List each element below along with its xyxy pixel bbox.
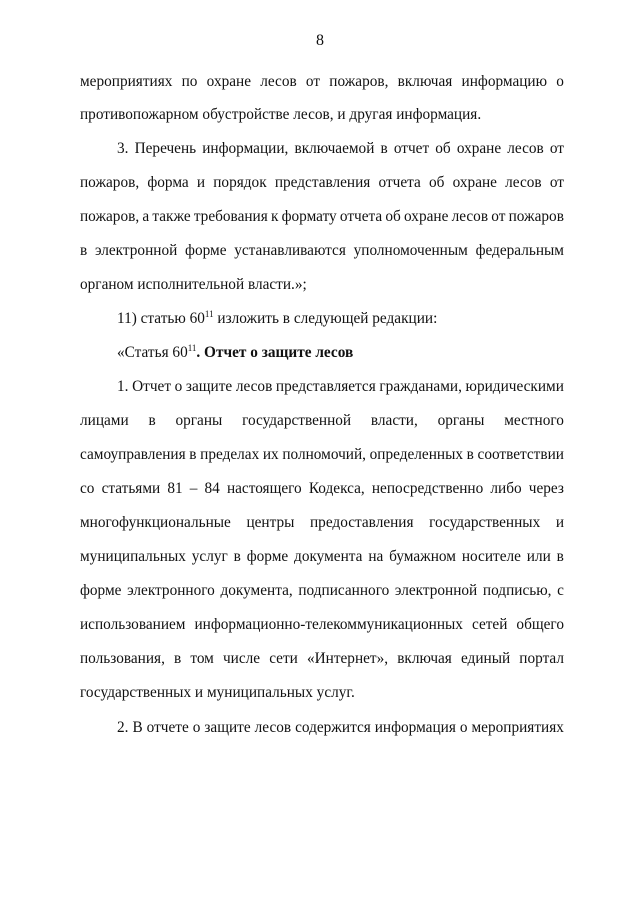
word: 3. xyxy=(117,140,129,157)
word: в xyxy=(189,446,197,463)
word: лицами xyxy=(80,412,129,429)
word: форме xyxy=(80,582,122,599)
line: противопожарном обустройстве лесов, и другая информация. xyxy=(80,106,482,123)
word: пожаров, xyxy=(329,73,389,90)
word: их xyxy=(262,446,279,463)
word: лесов xyxy=(260,73,297,90)
word: муниципальных xyxy=(80,548,186,565)
word: через xyxy=(528,480,564,497)
line xyxy=(80,649,564,669)
word: от xyxy=(305,73,321,90)
word: представления xyxy=(274,174,371,191)
word: местного xyxy=(504,412,564,429)
word: центры xyxy=(246,514,295,531)
word: информации, xyxy=(202,140,289,157)
word: «Интернет», xyxy=(306,650,389,667)
word: включаемой xyxy=(294,140,375,157)
word: форме xyxy=(185,242,227,259)
line xyxy=(80,411,564,431)
word: об xyxy=(385,208,401,225)
word: лесов xyxy=(235,378,273,395)
word: лесов xyxy=(254,719,292,736)
word: информацию xyxy=(461,73,548,90)
word: предоставления xyxy=(309,514,414,531)
word: отчета xyxy=(378,174,421,191)
word: электронной xyxy=(394,582,478,599)
word: от xyxy=(549,140,564,157)
word: Отчет xyxy=(132,378,172,395)
word: к xyxy=(270,208,279,225)
word: включая xyxy=(397,73,453,90)
line xyxy=(117,139,564,159)
line xyxy=(80,479,564,499)
word: требования xyxy=(193,208,268,225)
word: пользования, xyxy=(80,650,165,667)
word: Перечень xyxy=(134,140,197,157)
amendment-superscript: 11 xyxy=(204,309,214,319)
word: общего xyxy=(516,616,564,633)
word: федеральным xyxy=(475,242,564,259)
word: форма xyxy=(147,174,189,191)
word: также xyxy=(152,208,191,225)
word: определенных xyxy=(369,446,464,463)
line xyxy=(80,207,564,227)
word: в xyxy=(148,412,156,429)
line: государственных и муниципальных услуг. xyxy=(80,684,355,701)
amendment-pre: 11) статью 60 xyxy=(117,310,205,327)
word: непосредственно xyxy=(371,480,484,497)
word: юридическими xyxy=(465,378,564,395)
word: государственных xyxy=(429,514,541,531)
word: отчета xyxy=(339,208,383,225)
word: лесов xyxy=(451,208,489,225)
word: в xyxy=(466,446,474,463)
word: в xyxy=(380,140,388,157)
word: 2. xyxy=(117,719,129,736)
word: подписью, xyxy=(482,582,552,599)
word: самоуправления xyxy=(80,446,186,463)
word: отчете xyxy=(146,719,189,736)
word: сетей xyxy=(471,616,508,633)
word: многофункциональные xyxy=(80,514,231,531)
line xyxy=(117,377,564,397)
word: по xyxy=(181,73,198,90)
word: том xyxy=(190,650,214,667)
word: о xyxy=(556,73,564,90)
word: на xyxy=(368,548,384,565)
word: о xyxy=(192,719,201,736)
word: 84 xyxy=(204,480,220,497)
word: использованием xyxy=(80,616,186,633)
line xyxy=(80,615,564,635)
word: документа, xyxy=(220,582,293,599)
word: содержится xyxy=(295,719,371,736)
word: бумажном xyxy=(389,548,456,565)
word: пожаров xyxy=(508,208,564,225)
word: от xyxy=(549,174,564,191)
article-heading-title: . Отчет о защите лесов xyxy=(196,344,354,361)
word: о xyxy=(459,719,468,736)
article-heading-pre: «Статья 60 xyxy=(117,344,188,361)
word: уполномоченным xyxy=(353,242,468,259)
word: органы xyxy=(437,412,485,429)
word: об xyxy=(429,174,445,191)
word: услуг xyxy=(191,548,228,565)
word: в xyxy=(556,548,564,565)
word: числе xyxy=(222,650,261,667)
amendment-line xyxy=(117,309,564,329)
article-heading-superscript: 11 xyxy=(187,343,197,353)
word: с xyxy=(557,582,564,599)
word: органы xyxy=(175,412,223,429)
word: охране xyxy=(456,140,502,157)
word: – xyxy=(189,480,198,497)
line xyxy=(80,173,564,193)
line xyxy=(80,513,564,533)
line xyxy=(117,718,564,738)
word: пожаров, xyxy=(80,174,140,191)
word: охране xyxy=(452,174,497,191)
word: 81 xyxy=(167,480,183,497)
line: органом исполнительной власти.»; xyxy=(80,276,307,293)
line xyxy=(80,445,564,465)
word: портал xyxy=(519,650,564,667)
word: информационно-телекоммуникационных xyxy=(194,616,463,633)
word: документа xyxy=(294,548,363,565)
word: подписанного xyxy=(298,582,390,599)
word: охране xyxy=(206,73,252,90)
word: включая xyxy=(397,650,452,667)
word: носителе xyxy=(461,548,521,565)
word: мероприятиях xyxy=(80,73,173,90)
word: мероприятиях xyxy=(471,719,564,736)
word: порядок xyxy=(213,174,267,191)
page-number: 8 xyxy=(316,32,324,49)
word: полномочий, xyxy=(282,446,366,463)
article-heading xyxy=(117,343,564,363)
word: соответствии xyxy=(477,446,564,463)
word: информация xyxy=(374,719,456,736)
word: В xyxy=(132,719,143,736)
word: охране xyxy=(404,208,449,225)
word: устанавливаются xyxy=(234,242,346,259)
word: и xyxy=(555,514,564,531)
word: представляется xyxy=(275,378,376,395)
word: единый xyxy=(460,650,511,667)
word: гражданами, xyxy=(379,378,462,395)
line xyxy=(80,547,564,567)
word: защите xyxy=(185,378,233,395)
word: сети xyxy=(269,650,298,667)
word: 1. xyxy=(117,378,129,395)
word: формату xyxy=(281,208,337,225)
word: лесов xyxy=(507,140,544,157)
word: со xyxy=(80,480,95,497)
word: об xyxy=(435,140,451,157)
word: Кодекса, xyxy=(308,480,365,497)
word: и xyxy=(196,174,206,191)
amendment-post: изложить в следующей редакции: xyxy=(213,310,438,327)
line xyxy=(80,581,564,601)
word: власти, xyxy=(370,412,418,429)
line xyxy=(80,72,564,92)
word: электронной xyxy=(94,242,178,259)
word: пожаров, xyxy=(80,208,140,225)
word: электронного xyxy=(127,582,215,599)
word: о xyxy=(174,378,183,395)
word: государственной xyxy=(242,412,352,429)
word: отчет xyxy=(393,140,430,157)
word: форме xyxy=(246,548,289,565)
word: в xyxy=(80,242,88,259)
line xyxy=(80,241,564,261)
word: защите xyxy=(204,719,251,736)
word: от xyxy=(491,208,506,225)
word: либо xyxy=(490,480,522,497)
word: статьями xyxy=(101,480,161,497)
word: в xyxy=(174,650,182,667)
word: настоящего xyxy=(226,480,302,497)
word: лесов xyxy=(505,174,542,191)
word: в xyxy=(233,548,241,565)
word: или xyxy=(526,548,551,565)
word: пределах xyxy=(200,446,260,463)
word: а xyxy=(142,208,150,225)
